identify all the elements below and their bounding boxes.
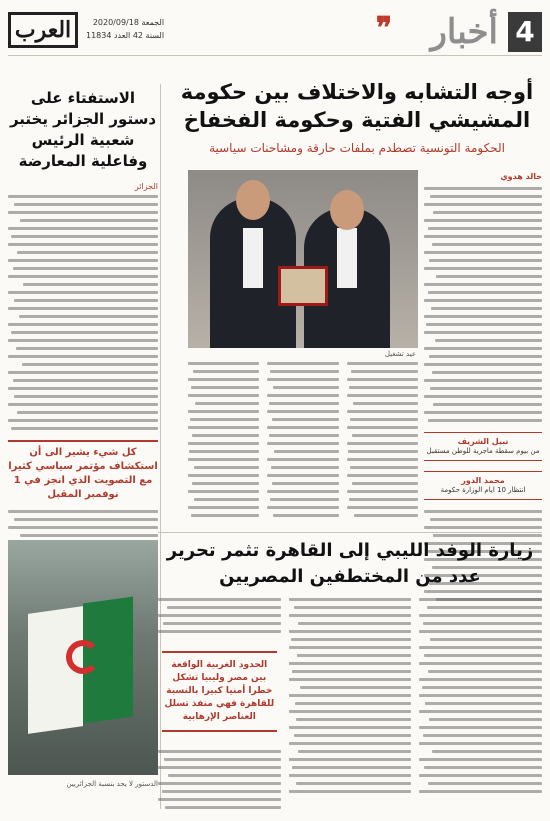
quote-box-1 — [424, 432, 542, 461]
quote-box-2 — [424, 471, 542, 500]
second-headline: زيارة الوفد الليبي إلى القاهرة تثمر تحرير عدد من المختطفين المصريين — [166, 540, 534, 587]
main-story-author: خالد هدوي — [500, 172, 542, 181]
issue-number: السنة 42 العدد 11834 — [86, 31, 165, 40]
gift-box — [278, 266, 328, 306]
main-body-text-1 — [424, 187, 542, 422]
left-headline: الاستفتاء على دستور الجزائر يختبر شعبية الرئيس وفاعلية المعارضة — [9, 89, 157, 170]
main-headline-block — [172, 78, 542, 156]
second-column-1 — [419, 598, 542, 808]
pull-quote-text: الحدود الغربية الواقعة بين مصر وليبيا تشكل خطرا أمنيا كبيرا بالنسبة للقاهرة فهي منفذ تسلل العناصر الإرهابية — [164, 660, 275, 722]
mid-column-1 — [347, 362, 418, 532]
page-number: 4 — [508, 12, 542, 52]
main-photo-caption: عيد تشغيل — [384, 350, 416, 358]
issue-info — [86, 16, 164, 42]
algeria-flag-photo — [8, 540, 158, 775]
main-story-mid-columns — [188, 362, 418, 532]
left-body-text — [8, 195, 158, 430]
main-story-photo — [188, 170, 418, 348]
quote-box-1-body: من بيوم سقطة ماجرية للوطن مستقبل — [426, 447, 540, 455]
section-title: أخبار — [430, 12, 498, 52]
second-column-2 — [289, 598, 412, 808]
left-side-box-text: كل شيء يشير الى أن استكشاف مؤتمر سياسي كثيرا مع التصويت الذي انجز في 1 نوفمبر المقبل — [8, 447, 158, 500]
left-byline: الجزائر — [134, 182, 158, 191]
second-story-columns — [158, 598, 542, 808]
main-subheadline: الحكومة التونسية تصطدم بملفات حارقة ومشاحنات سياسية — [209, 141, 505, 155]
page-header — [8, 10, 542, 56]
newspaper-logo: العرب — [8, 12, 78, 48]
quote-box-2-body: انتظار 10 ايام الوزارة حكومة — [440, 486, 526, 494]
mid-column-2 — [267, 362, 338, 532]
mid-column-3 — [188, 362, 259, 532]
pull-quote — [162, 651, 277, 732]
quote-box-1-title: نبيل الشريف — [457, 437, 509, 446]
crescent-icon — [66, 640, 100, 674]
left-side-box — [8, 440, 158, 502]
quote-box-2-title: محمد الدور — [461, 476, 505, 485]
main-headline: أوجه التشابه والاختلاف بين حكومة المشيشي الفتية وحكومة الفخفاخ — [180, 80, 534, 132]
second-headline-block — [158, 538, 542, 590]
quote-mark-icon: ❞ — [375, 11, 392, 46]
second-column-3 — [158, 598, 281, 808]
issue-date: الجمعة 2020/09/18 — [92, 18, 165, 27]
flag-photo-caption: الدستور لا يحد بنسبة الجزائريين — [66, 780, 158, 788]
